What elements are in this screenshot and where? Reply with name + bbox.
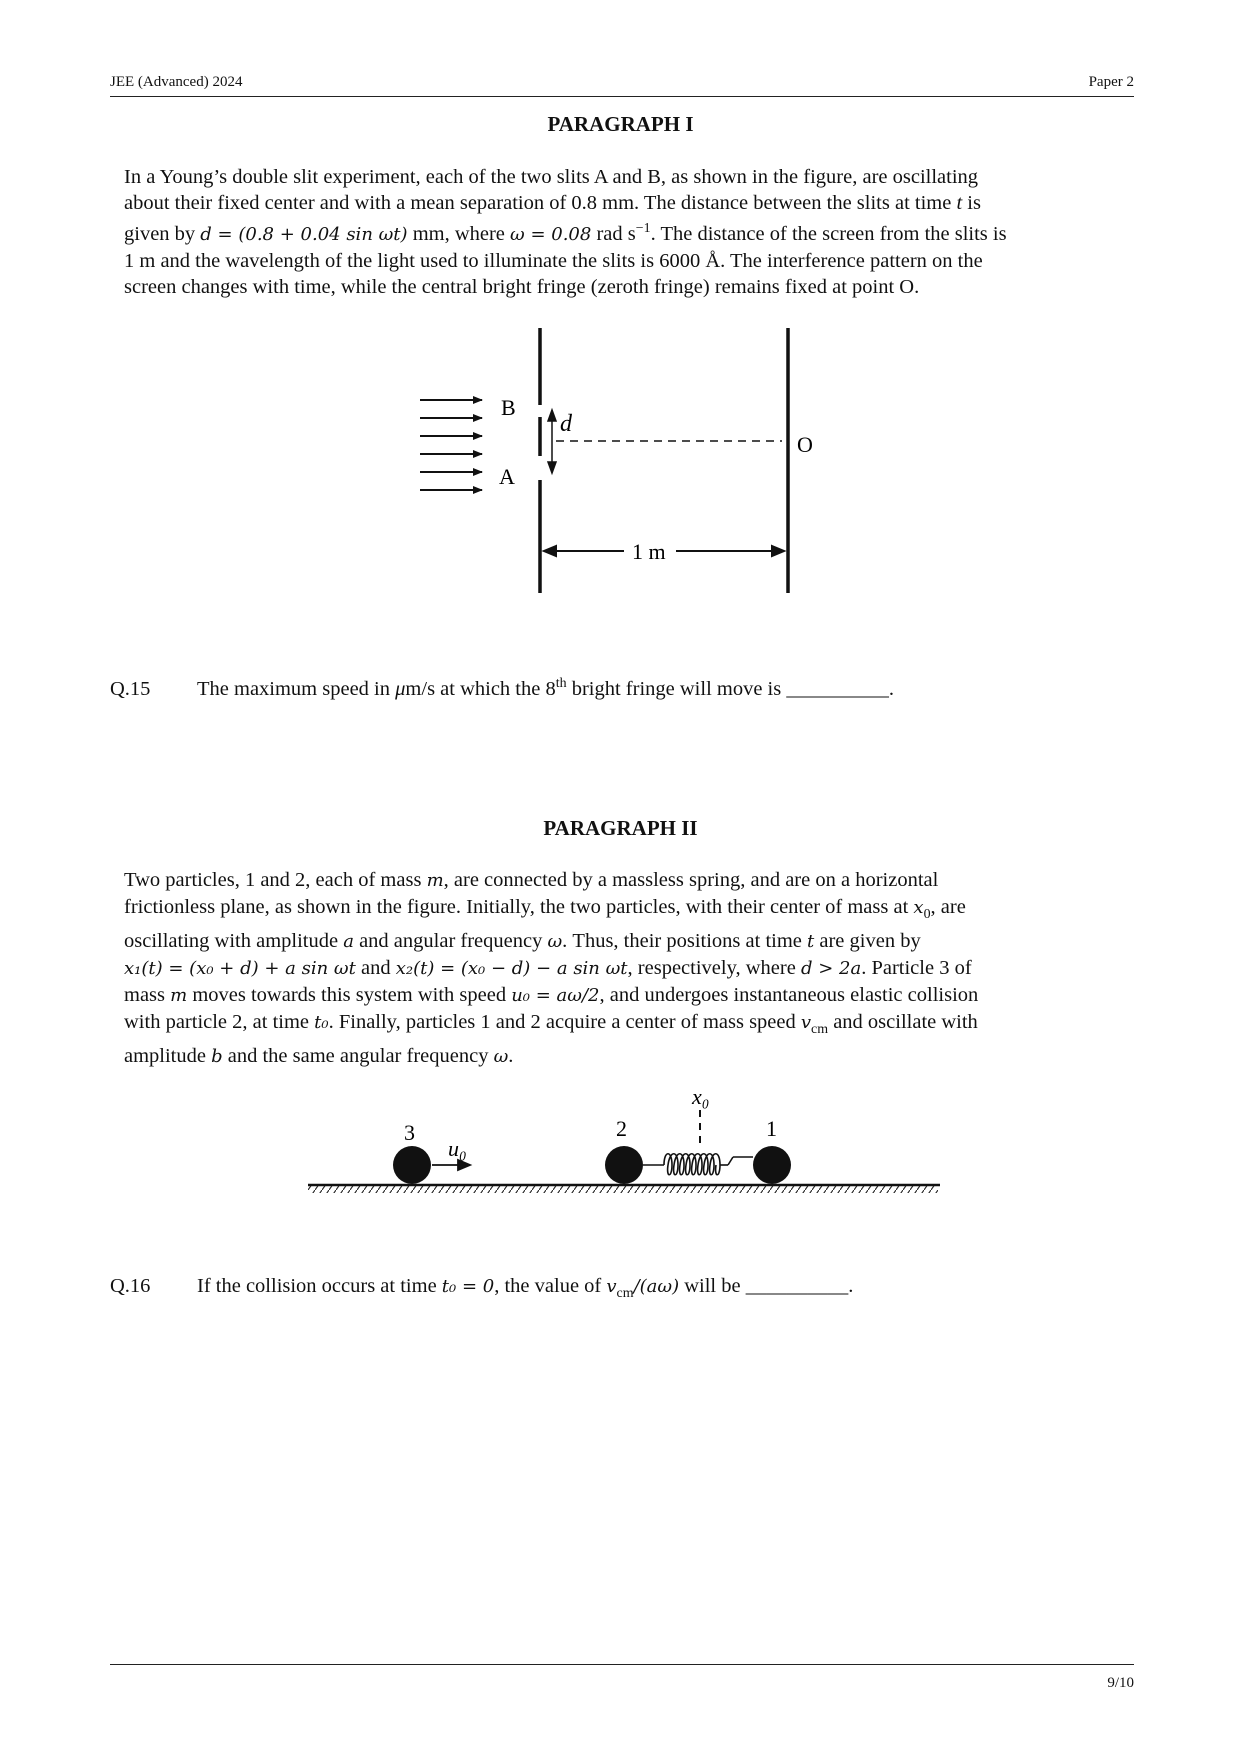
paragraph1-line4: 1 m and the wavelength of the light used to illuminate the slits is 6000 Å. The interference pattern on the [124, 249, 983, 272]
spring-mass-figure [0, 1060, 1241, 1360]
paragraph2-line1: Two particles, 1 and 2, each of mass m, are connected by a massless spring, and are on a horizontal [124, 869, 939, 891]
separation-d-label: d [560, 411, 572, 437]
x0-label: x₀ [692, 1084, 710, 1109]
question-16-number: Q.16 [110, 1275, 151, 1297]
question-15: Q.15 The maximum speed in μm/s at which the 8th bright fringe will move is __________. [110, 676, 894, 700]
slit-a-label: A [499, 464, 515, 489]
velocity-arrow [432, 1160, 470, 1170]
paragraph2-line3: oscillating with amplitude a and angular frequency ω. Thus, their positions at time t are given by [124, 930, 921, 953]
incident-light-arrows [420, 400, 482, 490]
paragraph2-line4: x₁(t) = (x₀ + d) + a sin ωt and x₂(t) = (x₀ − d) − a sin ωt, respectively, where d > 2a. Particle 3 of [124, 957, 972, 980]
paragraph2-line2: frictionless plane, as shown in the figure. Initially, the two particles, with their center of mass at $x_0$, are [124, 896, 966, 923]
slit-b-label: B [501, 395, 516, 420]
distance-label: 1 m [632, 539, 666, 564]
paragraph1-line3: given by d = (0.8 + 0.04 sin ωt) mm, where ω = 0.08 rad $s^{-1}$. The distance of the screen from the slits is [124, 221, 1007, 245]
paragraph1-line2: about their fixed center and with a mean separation of 0.8 mm. The distance between the slits at time t is [124, 192, 981, 214]
paragraph2-line7: amplitude b and the same angular frequency ω. [124, 1045, 514, 1068]
separation-arrow [548, 410, 556, 473]
particle-2-label: 2 [616, 1116, 627, 1141]
paragraph1-heading: PARAGRAPH I [547, 112, 694, 136]
point-o-label: O [797, 432, 813, 457]
particle-1 [753, 1146, 791, 1184]
paragraph1-line5: screen changes with time, while the central bright fringe (zeroth fringe) remains fixed at point O. [124, 275, 920, 298]
paragraph2-line6: with particle 2, at time t₀. Finally, particles 1 and 2 acquire a center of mass speed $v_{cm}$ and oscillate with [124, 1011, 978, 1038]
header-paper-number: Paper 2 [1088, 74, 1134, 90]
particle-3-label: 3 [404, 1120, 415, 1145]
particle-1-label: 1 [766, 1116, 777, 1141]
double-slit-figure [0, 0, 1241, 620]
u0-label: u₀ [448, 1136, 467, 1161]
particle-2 [605, 1146, 643, 1184]
footer-rule [110, 1664, 1134, 1665]
page-number: 9/10 [1107, 1675, 1134, 1691]
paragraph2-text [124, 867, 1126, 1070]
particle-3 [393, 1146, 431, 1184]
question-16: Q.16 If the collision occurs at time t₀ = 0, the value of $v_{cm}/(a\omega)$ will be __________. [110, 1275, 854, 1302]
paragraph2-line5: mass m moves towards this system with speed u₀ = aω/2, and undergoes instantaneous elastic collision [124, 984, 979, 1007]
paragraph2-heading: PARAGRAPH II [543, 816, 698, 840]
header-exam-title: JEE (Advanced) 2024 [110, 74, 243, 90]
paragraph1-line1: In a Young’s double slit experiment, each of the two slits A and B, as shown in the figure, are oscillating [124, 166, 979, 188]
spring [643, 1154, 753, 1175]
question-15-number: Q.15 [110, 677, 151, 700]
